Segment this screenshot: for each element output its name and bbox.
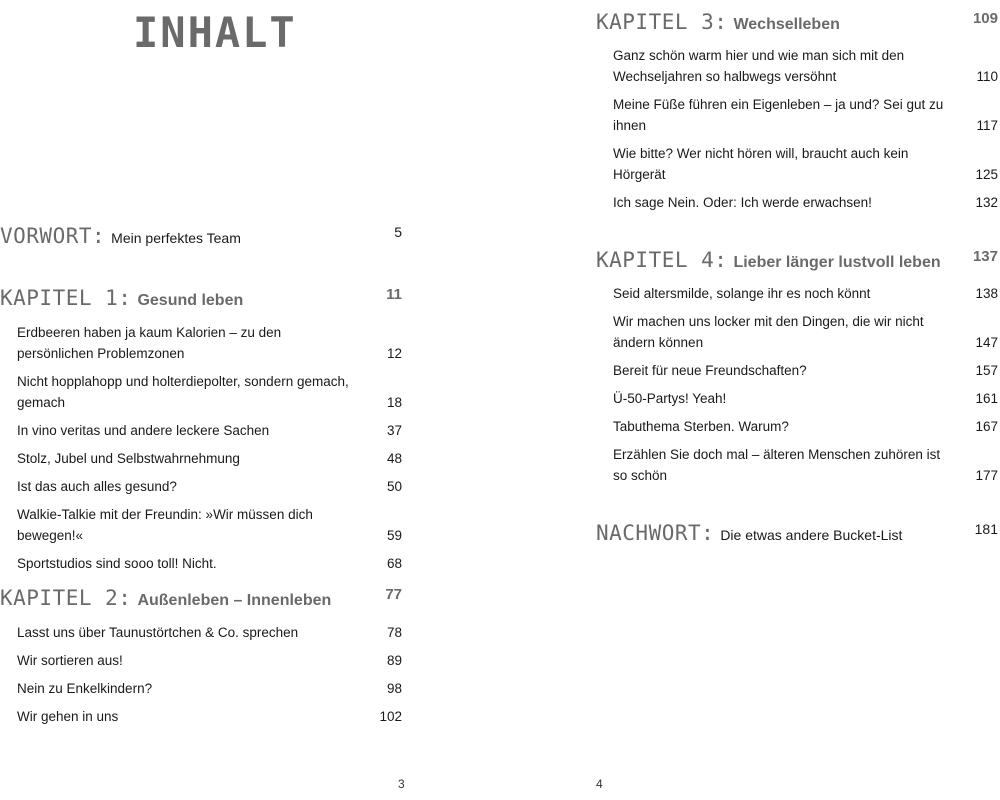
chapter-2-section [0, 586, 402, 734]
toc-entry-page: 68 [386, 556, 402, 571]
right-page [560, 0, 1000, 800]
chapter-3-entries [596, 45, 998, 213]
toc-entry-title: Nicht hopplahopp und holterdiepolter, sondern gemach, gemach [17, 374, 349, 410]
chapter-3-page: 109 [972, 10, 998, 27]
chapter-4-title: Lieber länger lustvoll leben [733, 254, 941, 271]
toc-entry[interactable] [0, 371, 402, 413]
toc-entry-title: Bereit für neue Freundschaften? [613, 363, 807, 378]
chapter-1-page: 11 [386, 286, 402, 303]
toc-entry-page: 102 [379, 709, 402, 724]
chapter-3-title: Wechselleben [733, 16, 840, 33]
nachwort-heading[interactable] [596, 521, 998, 549]
toc-entry-page: 167 [975, 419, 998, 434]
toc-entry-title: Wir sortieren aus! [17, 653, 123, 668]
toc-entry[interactable] [596, 192, 998, 213]
toc-entry-page: 37 [386, 423, 402, 438]
toc-entry[interactable] [596, 45, 998, 87]
toc-entry-title: Wie bitte? Wer nicht hören will, braucht auch kein Hörgerät [613, 146, 909, 182]
vorwort-keyword: VORWORT: [0, 224, 106, 248]
nachwort-section [596, 521, 998, 549]
chapter-3-keyword: KAPITEL 3: [596, 10, 728, 34]
toc-entry-title: Tabuthema Sterben. Warum? [613, 419, 789, 434]
toc-entry[interactable] [596, 94, 998, 136]
toc-entry[interactable] [596, 283, 998, 304]
nachwort-keyword: NACHWORT: [596, 521, 715, 545]
chapter-4-page: 137 [972, 248, 998, 265]
toc-entry-page: 138 [975, 286, 998, 301]
vorwort-title: Mein perfektes Team [111, 230, 241, 246]
nachwort-title: Die etwas andere Bucket-List [720, 527, 903, 543]
toc-entry-title: In vino veritas und andere leckere Sachen [17, 423, 270, 438]
toc-entry-title: Sportstudios sind sooo toll! Nicht. [17, 556, 217, 571]
chapter-2-entries [0, 622, 402, 727]
chapter-2-keyword: KAPITEL 2: [0, 586, 132, 610]
chapter-4-entries [596, 283, 998, 486]
toc-entry-title: Ist das auch alles gesund? [17, 479, 177, 494]
toc-entry[interactable] [0, 448, 402, 469]
chapter-4-keyword: KAPITEL 4: [596, 248, 728, 272]
vorwort-heading[interactable] [0, 224, 402, 252]
page-number-left: 3 [398, 777, 405, 791]
toc-entry-page: 12 [386, 346, 402, 361]
toc-entry-title: Erzählen Sie doch mal – älteren Menschen zuhören ist so schön [613, 447, 941, 483]
toc-entry-title: Seid altersmilde, solange ihr es noch könnt [613, 286, 871, 301]
toc-entry-title: Wir machen uns locker mit den Dingen, die wir nicht ändern können [613, 314, 924, 350]
page-title: INHALT [133, 8, 297, 57]
toc-entry[interactable] [0, 504, 402, 546]
toc-entry-page: 125 [975, 167, 998, 182]
toc-entry[interactable] [0, 706, 402, 727]
toc-entry-page: 132 [975, 195, 998, 210]
toc-entry-page: 161 [975, 391, 998, 406]
chapter-2-heading[interactable] [0, 586, 402, 614]
toc-entry-page: 89 [386, 653, 402, 668]
page-number-right: 4 [596, 777, 603, 791]
chapter-2-page: 77 [385, 586, 402, 603]
toc-entry[interactable] [0, 678, 402, 699]
toc-entry-page: 78 [386, 625, 402, 640]
toc-entry-page: 50 [386, 479, 402, 494]
toc-entry-title: Ü-50-Partys! Yeah! [613, 391, 727, 406]
toc-entry[interactable] [0, 622, 402, 643]
toc-entry[interactable] [0, 650, 402, 671]
toc-entry-title: Ich sage Nein. Oder: Ich werde erwachsen! [613, 195, 872, 210]
toc-entry-title: Wir gehen in uns [17, 709, 119, 724]
chapter-1-heading[interactable] [0, 286, 402, 314]
toc-entry-title: Ganz schön warm hier und wie man sich mit den Wechseljahren so halbwegs versöhnt [613, 48, 905, 84]
toc-entry[interactable] [596, 143, 998, 185]
toc-entry-page: 48 [386, 451, 402, 466]
toc-entry[interactable] [596, 360, 998, 381]
toc-entry-page: 177 [975, 468, 998, 483]
toc-entry-title: Stolz, Jubel und Selbstwahrnehmung [17, 451, 240, 466]
toc-entry-page: 110 [976, 69, 998, 84]
chapter-1-title: Gesund leben [137, 292, 244, 309]
toc-entry-title: Meine Füße führen ein Eigenleben – ja und? Sei gut zu ihnen [613, 97, 944, 133]
toc-entry[interactable] [0, 322, 402, 364]
toc-entry-title: Erdbeeren haben ja kaum Kalorien – zu den persönlichen Problemzonen [17, 325, 282, 361]
chapter-1-keyword: KAPITEL 1: [0, 286, 132, 310]
nachwort-page: 181 [974, 521, 998, 537]
chapter-3-section [596, 10, 998, 220]
toc-entry-page: 59 [386, 528, 402, 543]
toc-entry-title: Walkie-Talkie mit der Freundin: »Wir müssen dich bewegen!« [17, 507, 313, 543]
toc-entry[interactable] [596, 416, 998, 437]
chapter-1-section [0, 286, 402, 581]
toc-entry-page: 117 [976, 118, 998, 133]
chapter-1-entries [0, 322, 402, 574]
toc-entry-title: Lasst uns über Taunustörtchen & Co. sprechen [17, 625, 299, 640]
chapter-3-heading[interactable] [596, 10, 998, 38]
toc-entry[interactable] [596, 444, 998, 486]
toc-entry-page: 157 [975, 363, 998, 378]
toc-entry-page: 18 [386, 395, 402, 410]
toc-entry-page: 147 [975, 335, 998, 350]
toc-entry[interactable] [596, 388, 998, 409]
chapter-4-heading[interactable] [596, 248, 998, 276]
toc-entry[interactable] [0, 420, 402, 441]
toc-entry[interactable] [0, 553, 402, 574]
toc-entry[interactable] [596, 311, 998, 353]
left-page [0, 0, 430, 800]
vorwort-section [0, 224, 402, 252]
vorwort-page: 5 [394, 224, 402, 240]
chapter-4-section [596, 248, 998, 493]
toc-entry-title: Nein zu Enkelkindern? [17, 681, 153, 696]
toc-entry-page: 98 [386, 681, 402, 696]
chapter-2-title: Außenleben – Innenleben [137, 592, 332, 609]
toc-entry[interactable] [0, 476, 402, 497]
